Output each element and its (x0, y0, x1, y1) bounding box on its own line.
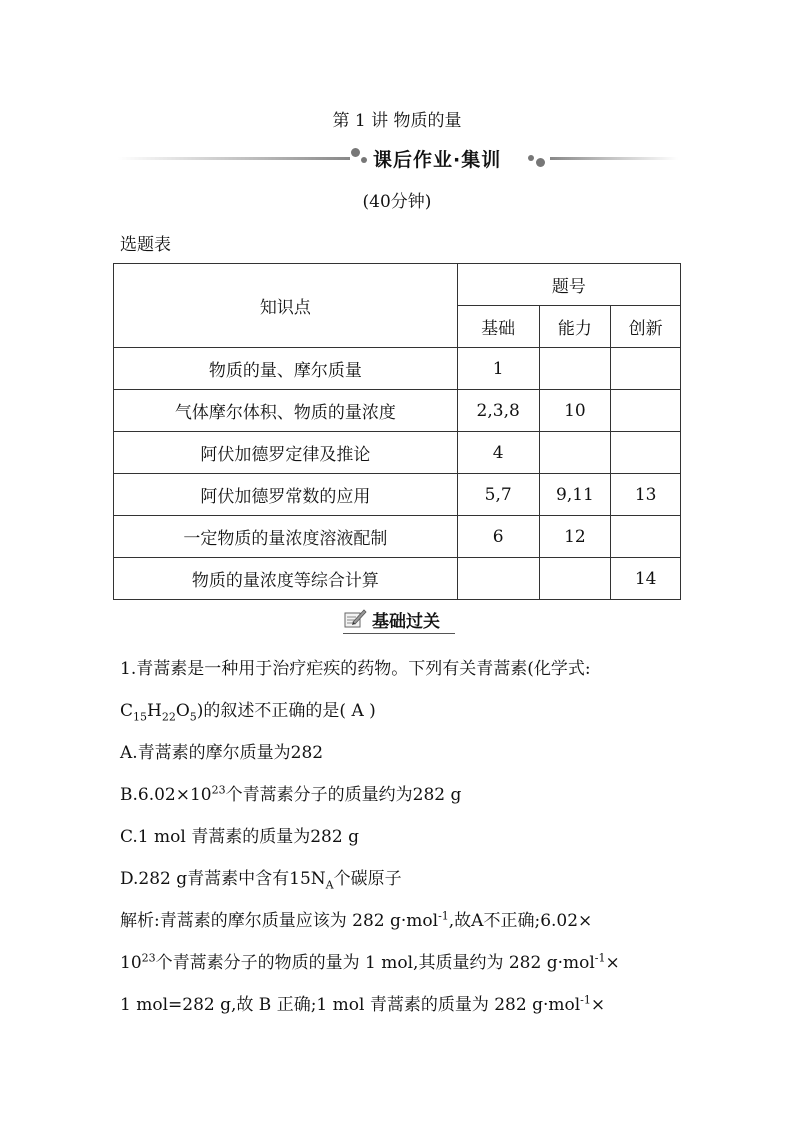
analysis-1-pre: 解析:青蒿素的摩尔质量应该为 282 g·mol (120, 911, 439, 931)
analysis-2-post: × (605, 953, 620, 973)
formula-c: C (120, 701, 134, 721)
banner-dot-icon (528, 155, 534, 161)
pencil-paper-icon (343, 607, 367, 629)
banner-dot-icon (351, 148, 360, 157)
formula-h-sub: 22 (161, 710, 176, 724)
basic-cell (457, 558, 539, 600)
option-b (120, 780, 461, 805)
basic-cell: 1 (457, 348, 539, 390)
banner-dot-icon (536, 158, 545, 167)
table-row (114, 348, 681, 390)
table-row (114, 432, 681, 474)
option-d-sub: A (325, 878, 334, 892)
basic-cell: 2,3,8 (457, 390, 539, 432)
selection-table (113, 263, 681, 600)
section-title: 基础过关 (372, 612, 440, 632)
ability-cell: 12 (539, 516, 611, 558)
option-d (120, 864, 402, 891)
analysis-line1 (120, 906, 592, 931)
option-a: A.青蒿素的摩尔质量为282 (120, 743, 324, 763)
innovation-cell: 13 (611, 474, 681, 516)
option-b-pre: B.6.02×10 (120, 785, 212, 805)
basic-cell: 5,7 (457, 474, 539, 516)
topic-cell: 阿伏加德罗定律及推论 (114, 432, 458, 474)
option-c: C.1 mol 青蒿素的质量为282 g (120, 827, 359, 847)
topic-cell: 物质的量、摩尔质量 (114, 348, 458, 390)
formula-o: O (175, 701, 190, 721)
analysis-2-pre: 10 (120, 953, 142, 973)
analysis-3-pre: 1 mol=282 g,故 B 正确;1 mol 青蒿素的质量为 282 g·mol (120, 995, 581, 1015)
analysis-line3 (120, 990, 605, 1015)
topic-cell: 阿伏加德罗常数的应用 (114, 474, 458, 516)
ability-cell: 9,11 (539, 474, 611, 516)
innovation-cell (611, 516, 681, 558)
formula-c-sub: 15 (133, 710, 148, 724)
ability-cell (539, 348, 611, 390)
table-label: 选题表 (120, 235, 171, 255)
option-b-post: 个青蒿素分子的质量约为282 g (225, 785, 462, 805)
topic-cell: 一定物质的量浓度溶液配制 (114, 516, 458, 558)
analysis-1-sup: -1 (438, 909, 449, 923)
header-innovation: 创新 (611, 306, 681, 348)
stem-rest: )的叙述不正确的是( A ) (196, 701, 376, 721)
analysis-3-sup: -1 (580, 993, 591, 1007)
table-row (114, 474, 681, 516)
table-row (114, 390, 681, 432)
header-knowledge: 知识点 (114, 264, 458, 348)
formula-h: H (147, 701, 162, 721)
lesson-title: 第 1 讲 物质的量 (332, 111, 462, 131)
duration: (40分钟) (362, 192, 432, 212)
innovation-cell (611, 432, 681, 474)
topic-cell: 物质的量浓度等综合计算 (114, 558, 458, 600)
section-underline (343, 633, 455, 634)
basic-cell: 6 (457, 516, 539, 558)
question-stem-line2 (120, 696, 376, 723)
banner-line-right (550, 157, 678, 160)
option-d-pre: D.282 g青蒿素中含有15N (120, 869, 326, 889)
option-b-sup: 23 (211, 783, 226, 797)
banner-title: 课后作业·集训 (373, 149, 502, 171)
header-ability: 能力 (539, 306, 611, 348)
basic-cell: 4 (457, 432, 539, 474)
ability-cell: 10 (539, 390, 611, 432)
analysis-line2 (120, 948, 620, 973)
banner-dot-icon (361, 157, 367, 163)
innovation-cell (611, 348, 681, 390)
question-stem-line1: 1.青蒿素是一种用于治疗疟疾的药物。下列有关青蒿素(化学式: (120, 659, 591, 679)
banner-line-left (118, 157, 350, 160)
option-d-post: 个碳原子 (333, 869, 402, 889)
analysis-2-sup: 23 (141, 951, 156, 965)
analysis-3-post: × (590, 995, 606, 1015)
innovation-cell: 14 (611, 558, 681, 600)
ability-cell (539, 432, 611, 474)
header-basic: 基础 (457, 306, 539, 348)
formula-o-sub: 5 (189, 710, 197, 724)
analysis-2-mid: 个青蒿素分子的物质的量为 1 mol,其质量约为 282 g·mol (155, 953, 595, 973)
section-banner (118, 143, 678, 173)
topic-cell: 气体摩尔体积、物质的量浓度 (114, 390, 458, 432)
analysis-2-sup2: -1 (594, 951, 606, 965)
innovation-cell (611, 390, 681, 432)
table-row (114, 558, 681, 600)
analysis-1-post: ,故A不正确;6.02× (448, 911, 593, 931)
ability-cell (539, 558, 611, 600)
header-number: 题号 (457, 264, 680, 306)
table-row (114, 516, 681, 558)
